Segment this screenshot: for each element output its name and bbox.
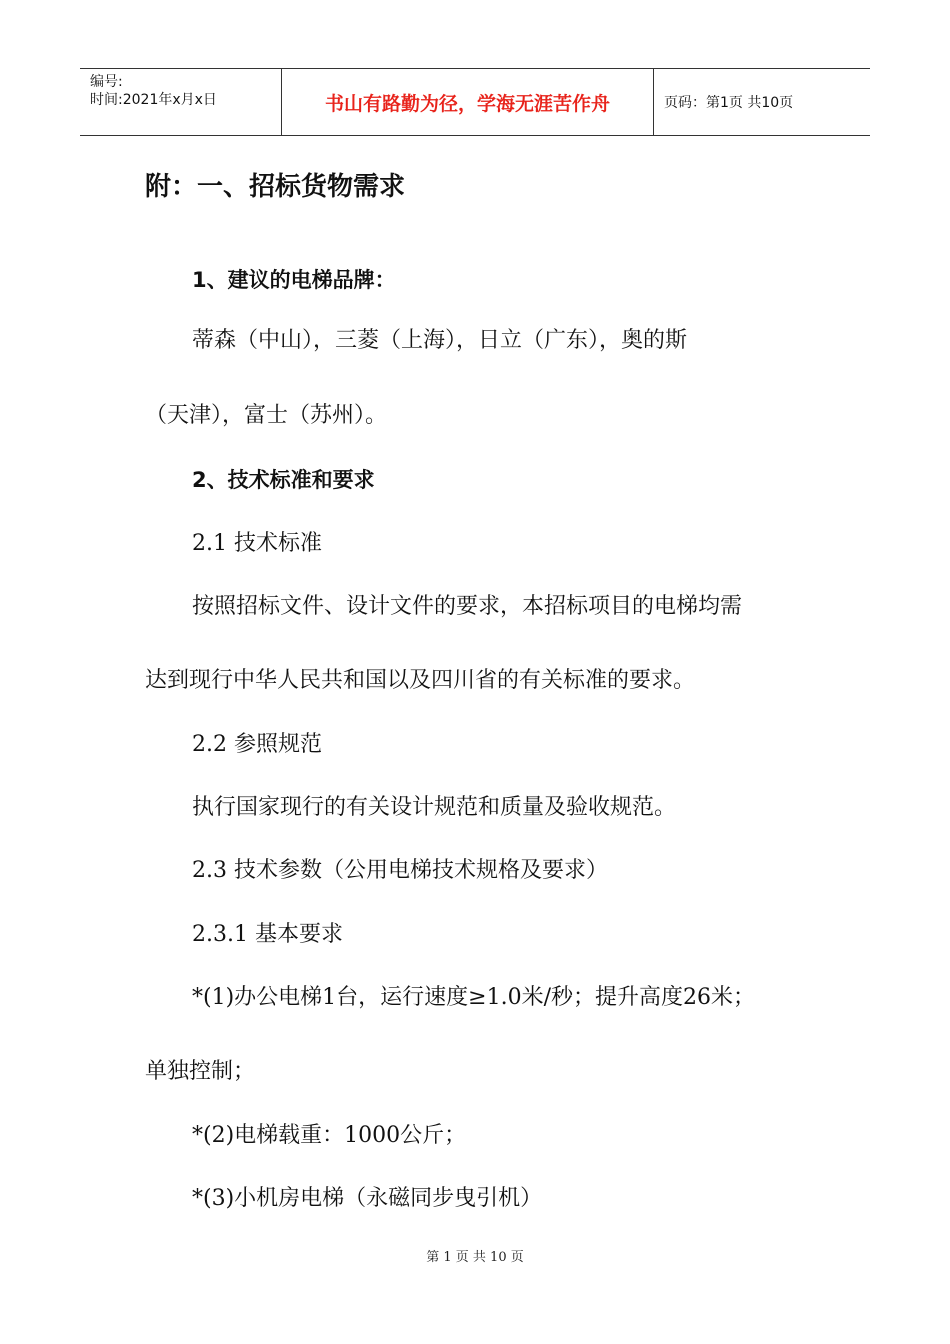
requirement-1-line-2: 单独控制； bbox=[145, 1059, 256, 1084]
document-title: 附：一、招标货物需求 bbox=[145, 172, 406, 202]
section-2-2-text: 执行国家现行的有关设计规范和质量及验收规范。 bbox=[192, 795, 677, 820]
section-2-3-1-heading: 2.3.1 基本要求 bbox=[192, 922, 343, 947]
section-2-heading: 2、技术标准和要求 bbox=[192, 468, 375, 492]
header-number-label: 编号: bbox=[90, 74, 123, 90]
header-motto: 书山有路勤为径，学海无涯苦作舟 bbox=[282, 69, 654, 135]
header-page-info: 页码：第1页 共10页 bbox=[664, 95, 794, 111]
section-2-3-heading: 2.3 技术参数（公用电梯技术规格及要求） bbox=[192, 858, 608, 883]
page-header bbox=[80, 68, 870, 136]
requirement-1-line-1: *(1)办公电梯1台，运行速度≥1.0米/秒；提升高度26米； bbox=[192, 985, 755, 1010]
section-1-heading: 1、建议的电梯品牌： bbox=[192, 268, 396, 292]
section-2-1-text-line-2: 达到现行中华人民共和国以及四川省的有关标准的要求。 bbox=[145, 668, 696, 693]
section-2-2-heading: 2.2 参照规范 bbox=[192, 732, 322, 757]
section-2-1-text-line-1: 按照招标文件、设计文件的要求，本招标项目的电梯均需 bbox=[192, 594, 743, 619]
page-footer: 第 1 页 共 10 页 bbox=[426, 1250, 524, 1265]
requirement-3: *(3)小机房电梯（永磁同步曳引机） bbox=[192, 1186, 543, 1211]
header-meta-cell bbox=[80, 69, 282, 135]
brand-list-line-2: （天津），富士（苏州）。 bbox=[145, 403, 388, 428]
section-2-1-heading: 2.1 技术标准 bbox=[192, 531, 322, 556]
requirement-2: *(2)电梯载重：1000公斤； bbox=[192, 1123, 467, 1148]
brand-list-line-1: 蒂森（中山），三菱（上海），日立（广东），奥的斯 bbox=[192, 328, 688, 353]
header-time-label: 时间:2021年x月x日 bbox=[90, 92, 217, 108]
